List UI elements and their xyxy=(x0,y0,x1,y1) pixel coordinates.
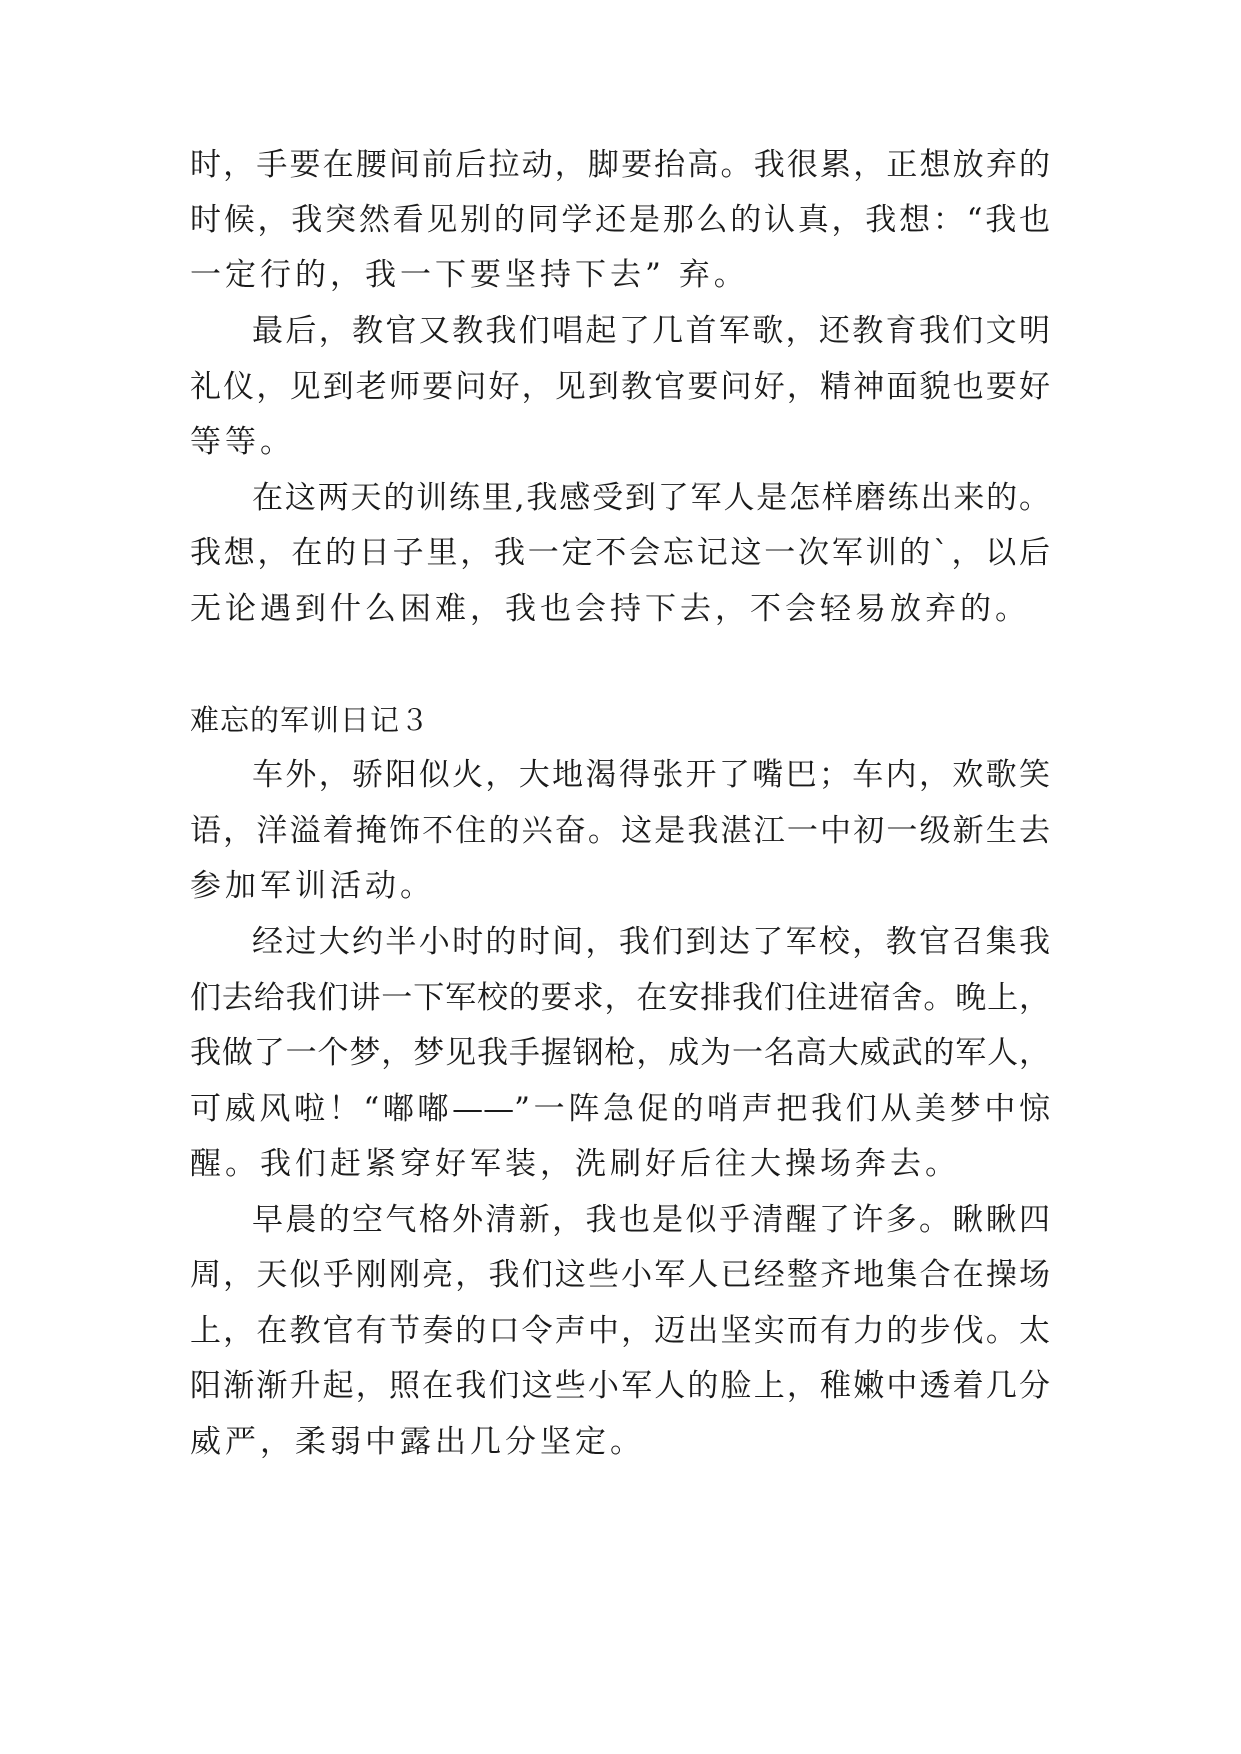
paragraph-line: 我做了一个梦，梦见我手握钢枪，成为一名高大威武的军人， xyxy=(190,1035,1050,1071)
paragraph-line: 在这两天的训练里,我感受到了军人是怎样磨练出来的。 xyxy=(252,480,1050,516)
paragraph-line: 参加军训活动。 xyxy=(190,868,435,904)
section-title: 难忘的军训日记３ xyxy=(190,703,431,737)
paragraph-line: 时候，我突然看见别的同学还是那么的认真，我想：“我也 xyxy=(190,202,1050,238)
paragraph-line: 醒。我们赶紧穿好军装，洗刷好后往大操场奔去。 xyxy=(190,1146,960,1182)
paragraph-line: 礼仪，见到老师要问好，见到教官要问好，精神面貌也要好 xyxy=(190,369,1050,405)
paragraph-line: 时，手要在腰间前后拉动，脚要抬高。我很累，正想放弃的 xyxy=(190,147,1050,183)
paragraph-line: 车外，骄阳似火，大地渴得张开了嘴巴；车内，欢歌笑 xyxy=(252,757,1050,793)
paragraph-line: 早晨的空气格外清新，我也是似乎清醒了许多。瞅瞅四 xyxy=(252,1202,1050,1238)
paragraph-line: 周，天似乎刚刚亮，我们这些小军人已经整齐地集合在操场 xyxy=(190,1257,1050,1293)
paragraph-line: 等等。 xyxy=(190,424,295,460)
paragraph-line: 威严，柔弱中露出几分坚定。 xyxy=(190,1424,645,1460)
paragraph-line: 们去给我们讲一下军校的要求，在安排我们住进宿舍。晚上， xyxy=(190,980,1050,1016)
paragraph-line: 最后，教官又教我们唱起了几首军歌，还教育我们文明 xyxy=(252,313,1050,349)
paragraph-line: 阳渐渐升起，照在我们这些小军人的脸上，稚嫩中透着几分 xyxy=(190,1368,1050,1404)
paragraph-line: 上，在教官有节奏的口令声中，迈出坚实而有力的步伐。太 xyxy=(190,1313,1050,1349)
paragraph-line: 一定行的，我一下要坚持下去” 弃。 xyxy=(190,257,749,293)
paragraph-line: 无论遇到什么困难，我也会持下去，不会轻易放弃的。 xyxy=(190,591,1030,627)
paragraph-line: 经过大约半小时的时间，我们到达了军校，教官召集我 xyxy=(252,924,1050,960)
paragraph-line: 我想，在的日子里，我一定不会忘记这一次军训的`，以后 xyxy=(190,535,1050,571)
paragraph-line: 可威风啦！“嘟嘟——”一阵急促的哨声把我们从美梦中惊 xyxy=(190,1091,1050,1127)
paragraph-line: 语，洋溢着掩饰不住的兴奋。这是我湛江一中初一级新生去 xyxy=(190,813,1050,849)
